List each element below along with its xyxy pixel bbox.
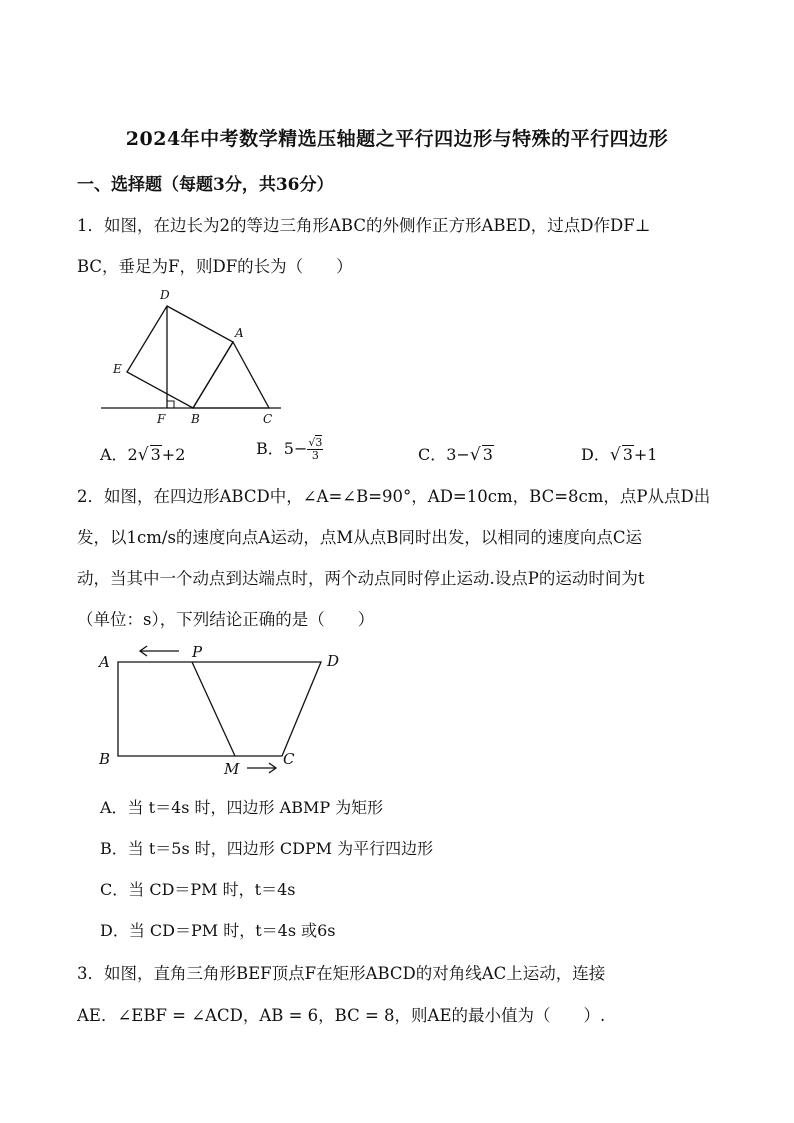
q1-option-a-prefix: A．2 xyxy=(100,445,138,464)
q1-option-b-prefix: B．5− xyxy=(256,439,308,458)
q2-label-a: A xyxy=(99,653,110,671)
q1-text-line2: BC，垂足为F，则DF的长为（ ） xyxy=(77,257,353,276)
page-title: 2024年中考数学精选压轴题之平行四边形与特殊的平行四边形 xyxy=(125,128,669,150)
section-heading: 一、选择题（每题3分，共36分） xyxy=(77,175,334,195)
q2-label-m: M xyxy=(224,760,240,778)
q2-text-line3: 动，当其中一个动点到达端点时，两个动点同时停止运动.设点P的运动时间为t xyxy=(77,569,645,588)
q1-label-e: E xyxy=(113,362,122,376)
q1-option-c[interactable] xyxy=(418,442,494,465)
q2-label-p: P xyxy=(192,643,203,661)
q2-label-d: D xyxy=(327,652,340,670)
q1-option-a[interactable] xyxy=(100,442,185,465)
q1-label-a: A xyxy=(235,326,244,340)
q2-label-b: B xyxy=(99,750,111,768)
q3-text-line2: AE．∠EBF = ∠ACD，AB = 6，BC = 8，则AE的最小值为（ ）. xyxy=(77,1006,606,1025)
q1-option-d-suffix: +1 xyxy=(633,445,658,464)
q1-square-abed xyxy=(127,306,233,408)
q1-option-b[interactable] xyxy=(256,436,323,462)
q1-option-c-prefix: C．3− xyxy=(418,445,470,464)
q2-quadrilateral-abcd xyxy=(118,662,321,756)
q1-option-a-radicand: 3 xyxy=(150,445,161,464)
q2-text-line1: 2．如图，在四边形ABCD中，∠A=∠B=90°，AD=10cm，BC=8cm，点P从点D出 xyxy=(77,487,711,506)
q2-option-c[interactable]: C．当 CD＝PM 时，t＝4s xyxy=(100,880,296,899)
q1-option-a-suffix: +2 xyxy=(161,445,186,464)
radical-sign-icon: √ xyxy=(609,445,621,465)
q1-label-f: F xyxy=(157,412,166,426)
q1-text-line1: 1．如图，在边长为2的等边三角形ABC的外侧作正方形ABED，过点D作DF⊥ xyxy=(77,216,651,235)
q1-label-b: B xyxy=(191,412,200,426)
radical-sign-icon: √ xyxy=(308,436,316,450)
q1-triangle-abc xyxy=(193,342,269,408)
q2-label-c: C xyxy=(283,750,295,768)
q1-figure xyxy=(95,285,295,430)
q1-option-d-radicand: 3 xyxy=(622,445,633,464)
q2-figure xyxy=(95,640,355,780)
q2-text-line4: （单位：s），下列结论正确的是（ ） xyxy=(77,610,375,629)
q3-text-line1: 3．如图，直角三角形BEF顶点F在矩形ABCD的对角线AC上运动，连接 xyxy=(77,964,606,983)
q2-option-b[interactable]: B．当 t＝5s 时，四边形 CDPM 为平行四边形 xyxy=(100,839,434,858)
q1-label-c: C xyxy=(263,412,273,426)
q2-option-a[interactable]: A．当 t＝4s 时，四边形 ABMP 为矩形 xyxy=(100,798,384,817)
q1-label-d: D xyxy=(160,288,170,302)
radical-sign-icon: √ xyxy=(469,445,481,465)
q2-segment-pm xyxy=(192,662,235,756)
q1-option-b-fraction xyxy=(307,437,323,461)
q1-option-c-radicand: 3 xyxy=(482,445,493,464)
q1-option-d[interactable] xyxy=(581,442,657,465)
q2-option-d[interactable]: D．当 CD＝PM 时，t＝4s 或6s xyxy=(100,921,336,940)
q1-option-d-prefix: D． xyxy=(581,445,610,464)
q1-option-b-radicand: 3 xyxy=(315,436,323,450)
q2-text-line2: 发，以1cm/s的速度向点A运动，点M从点B同时出发，以相同的速度向点C运 xyxy=(77,528,642,547)
radical-sign-icon: √ xyxy=(137,445,149,465)
q1-option-b-denominator: 3 xyxy=(311,449,319,462)
q1-right-angle-mark xyxy=(167,401,174,408)
